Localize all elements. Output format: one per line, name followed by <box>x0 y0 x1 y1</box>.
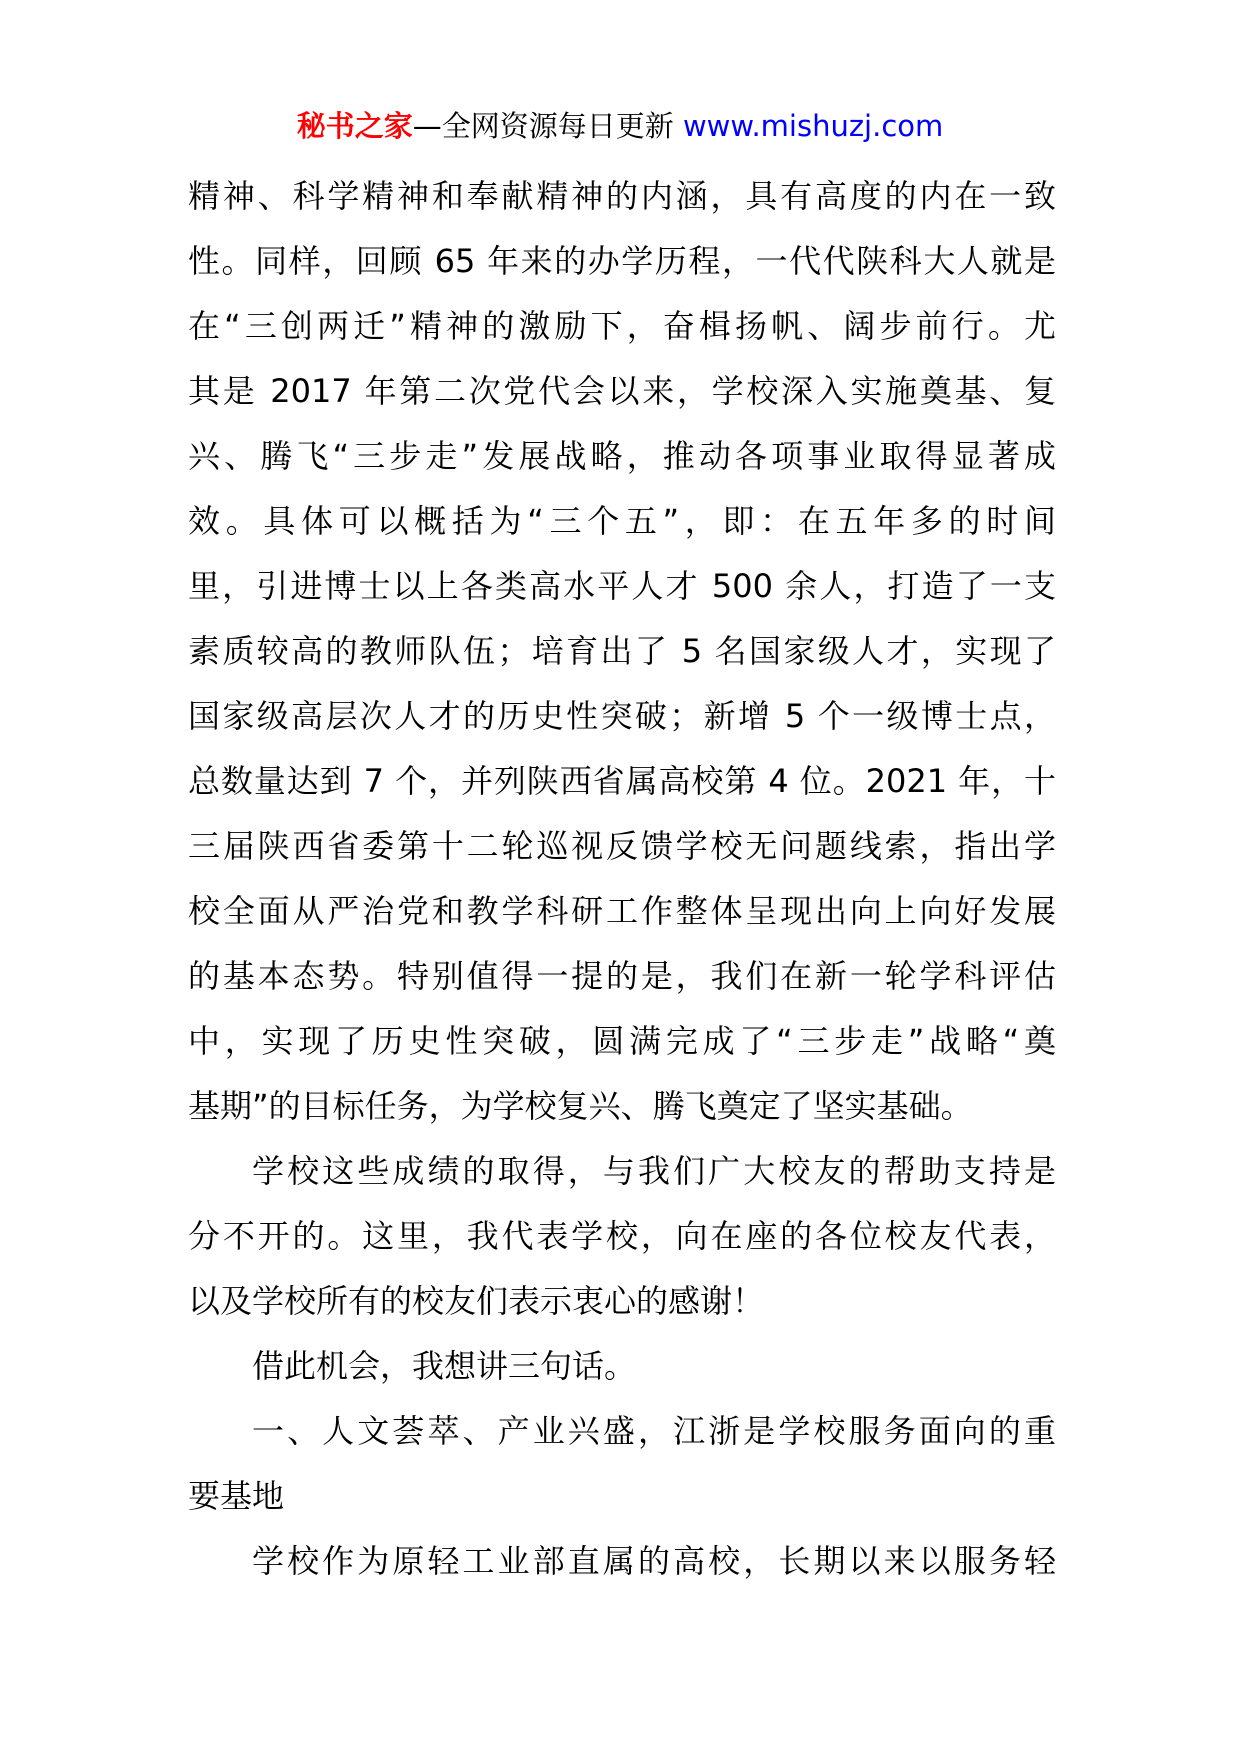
section-heading: 一、人文荟萃、产业兴盛，江浙是学校服务面向的重 <box>252 1412 1056 1450</box>
text-line: 借此机会，我想讲三句话。 <box>252 1347 637 1385</box>
text-line: 效。具体可以概括为“三个五”，即：在五年多的时间 <box>188 502 1056 540</box>
site-url-link[interactable]: www.mishuzj.com <box>682 109 944 143</box>
text-line: 学校这些成绩的取得，与我们广大校友的帮助支持是 <box>252 1152 1056 1190</box>
text-line: 精神、科学精神和奉献精神的内涵，具有高度的内在一致 <box>188 177 1056 215</box>
text-line: 总数量达到 7 个，并列陕西省属高校第 4 位。2021 年，十 <box>188 762 1056 800</box>
text-line: 基期”的目标任务，为学校复兴、腾飞奠定了坚实基础。 <box>188 1087 973 1125</box>
text-line: 在“三创两迁”精神的激励下，奋楫扬帆、阔步前行。尤 <box>188 307 1056 345</box>
text-line: 的基本态势。特别值得一提的是，我们在新一轮学科评估 <box>188 957 1056 995</box>
text-line: 性。同样，回顾 65 年来的办学历程，一代代陕科大人就是 <box>188 242 1056 280</box>
document-body <box>188 164 1056 1594</box>
text-line: 其是 2017 年第二次党代会以来，学校深入实施奠基、复 <box>188 372 1056 410</box>
site-header <box>0 104 1240 148</box>
text-line: 学校作为原轻工业部直属的高校，长期以来以服务轻 <box>252 1542 1056 1580</box>
text-line: 里，引进博士以上各类高水平人才 500 余人，打造了一支 <box>188 567 1056 605</box>
section-heading: 要基地 <box>188 1477 285 1515</box>
site-slogan: —全网资源每日更新 <box>412 109 683 143</box>
text-line: 分不开的。这里，我代表学校，向在座的各位校友代表， <box>188 1217 1056 1255</box>
text-line: 三届陕西省委第十二轮巡视反馈学校无问题线索，指出学 <box>188 827 1056 865</box>
text-line: 兴、腾飞“三步走”发展战略，推动各项事业取得显著成 <box>188 437 1056 475</box>
text-line: 中，实现了历史性突破，圆满完成了“三步走”战略“奠 <box>188 1022 1056 1060</box>
text-line: 国家级高层次人才的历史性突破；新增 5 个一级博士点， <box>188 697 1056 735</box>
text-line: 以及学校所有的校友们表示衷心的感谢！ <box>188 1282 765 1320</box>
site-brand: 秘书之家 <box>296 109 413 143</box>
text-line: 校全面从严治党和教学科研工作整体呈现出向上向好发展 <box>188 892 1056 930</box>
text-line: 素质较高的教师队伍；培育出了 5 名国家级人才，实现了 <box>188 632 1056 670</box>
